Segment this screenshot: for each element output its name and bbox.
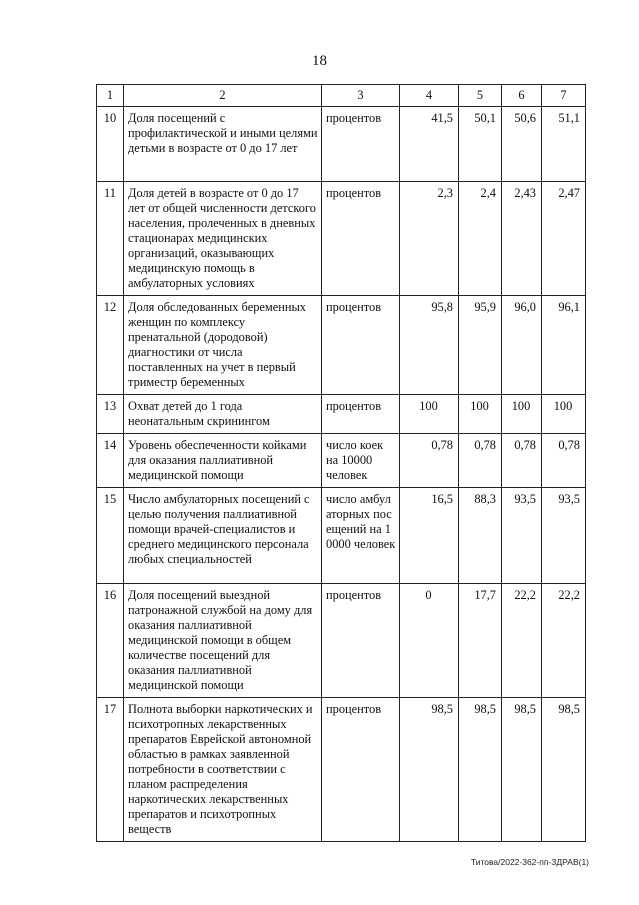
value-cell-col7: 98,5	[542, 698, 586, 842]
unit-cell: процентов	[322, 296, 400, 395]
table-row	[97, 395, 586, 434]
indicator-cell: Доля посещений выездной патронажной службой на дому для оказания паллиативной медицинской помощи в общем количестве посещений для оказания паллиативной медицинской помощи	[124, 584, 322, 698]
value-cell-col6: 50,6	[502, 107, 542, 182]
header-cell: 1	[97, 85, 124, 107]
value-cell-col6: 96,0	[502, 296, 542, 395]
indicator-cell: Доля детей в возрасте от 0 до 17 лет от общей численности детского населения, пролеченных в дневных стационарах медицинских организаций, оказывающих медицинскую помощь в амбулаторных условиях	[124, 182, 322, 296]
page-number: 18	[312, 53, 327, 69]
table-row	[97, 488, 586, 584]
value-cell-col6: 93,5	[502, 488, 542, 584]
value-cell-col4: 95,8	[400, 296, 459, 395]
row-number: 16	[97, 584, 124, 698]
indicator-cell: Число амбулаторных посещений с целью получения паллиативной помощи врачей-специалистов и среднего медицинского персонала любых специальностей	[124, 488, 322, 584]
unit-cell: процентов	[322, 395, 400, 434]
unit-cell: число амбулаторных посещений на 10000 человек	[322, 488, 400, 584]
value-cell-col5: 2,4	[459, 182, 502, 296]
table-row	[97, 182, 586, 296]
value-cell-col6: 22,2	[502, 584, 542, 698]
table-row	[97, 584, 586, 698]
indicator-cell: Охват детей до 1 года неонатальным скринингом	[124, 395, 322, 434]
value-cell-col5: 88,3	[459, 488, 502, 584]
value-cell-col4: 16,5	[400, 488, 459, 584]
indicator-cell: Уровень обеспеченности койками для оказания паллиативной медицинской помощи	[124, 434, 322, 488]
table-header-row	[97, 85, 586, 107]
unit-cell: процентов	[322, 182, 400, 296]
value-cell-col7: 100	[542, 395, 586, 434]
header-cell: 3	[322, 85, 400, 107]
table-row	[97, 107, 586, 182]
header-cell: 7	[542, 85, 586, 107]
value-cell-col6: 100	[502, 395, 542, 434]
document-reference-code: Титова/2022-362-пп-ЗДРАВ(1)	[470, 857, 589, 867]
value-cell-col7: 2,47	[542, 182, 586, 296]
table-row	[97, 296, 586, 395]
row-number: 13	[97, 395, 124, 434]
value-cell-col4: 98,5	[400, 698, 459, 842]
row-number: 12	[97, 296, 124, 395]
unit-cell: процентов	[322, 107, 400, 182]
unit-cell: процентов	[322, 698, 400, 842]
row-number: 17	[97, 698, 124, 842]
row-number: 11	[97, 182, 124, 296]
indicators-table	[96, 84, 586, 842]
row-number: 10	[97, 107, 124, 182]
unit-cell: число коек на 10000 человек	[322, 434, 400, 488]
indicator-cell: Полнота выборки наркотических и психотропных лекарственных препаратов Еврейской автономной областью в рамках заявленной потребности в соответствии с планом распределения наркотических лекарственных препаратов и психотропных веществ	[124, 698, 322, 842]
header-cell: 4	[400, 85, 459, 107]
table-row	[97, 698, 586, 842]
indicator-cell: Доля посещений с профилактической и иными целями детьми в возрасте от 0 до 17 лет	[124, 107, 322, 182]
unit-cell: процентов	[322, 584, 400, 698]
value-cell-col6: 2,43	[502, 182, 542, 296]
value-cell-col5: 100	[459, 395, 502, 434]
value-cell-col5: 50,1	[459, 107, 502, 182]
header-cell: 5	[459, 85, 502, 107]
header-cell: 6	[502, 85, 542, 107]
row-number: 15	[97, 488, 124, 584]
value-cell-col4: 0,78	[400, 434, 459, 488]
value-cell-col7: 96,1	[542, 296, 586, 395]
value-cell-col4: 0	[400, 584, 459, 698]
value-cell-col7: 93,5	[542, 488, 586, 584]
value-cell-col5: 17,7	[459, 584, 502, 698]
table-row	[97, 434, 586, 488]
value-cell-col6: 98,5	[502, 698, 542, 842]
value-cell-col4: 2,3	[400, 182, 459, 296]
value-cell-col5: 0,78	[459, 434, 502, 488]
value-cell-col5: 98,5	[459, 698, 502, 842]
value-cell-col5: 95,9	[459, 296, 502, 395]
header-cell: 2	[124, 85, 322, 107]
indicator-cell: Доля обследованных беременных женщин по комплексу пренатальной (дородовой) диагностики от числа поставленных на учет в первый триместр беременных	[124, 296, 322, 395]
row-number: 14	[97, 434, 124, 488]
value-cell-col7: 22,2	[542, 584, 586, 698]
value-cell-col7: 51,1	[542, 107, 586, 182]
value-cell-col4: 100	[400, 395, 459, 434]
value-cell-col4: 41,5	[400, 107, 459, 182]
value-cell-col6: 0,78	[502, 434, 542, 488]
value-cell-col7: 0,78	[542, 434, 586, 488]
